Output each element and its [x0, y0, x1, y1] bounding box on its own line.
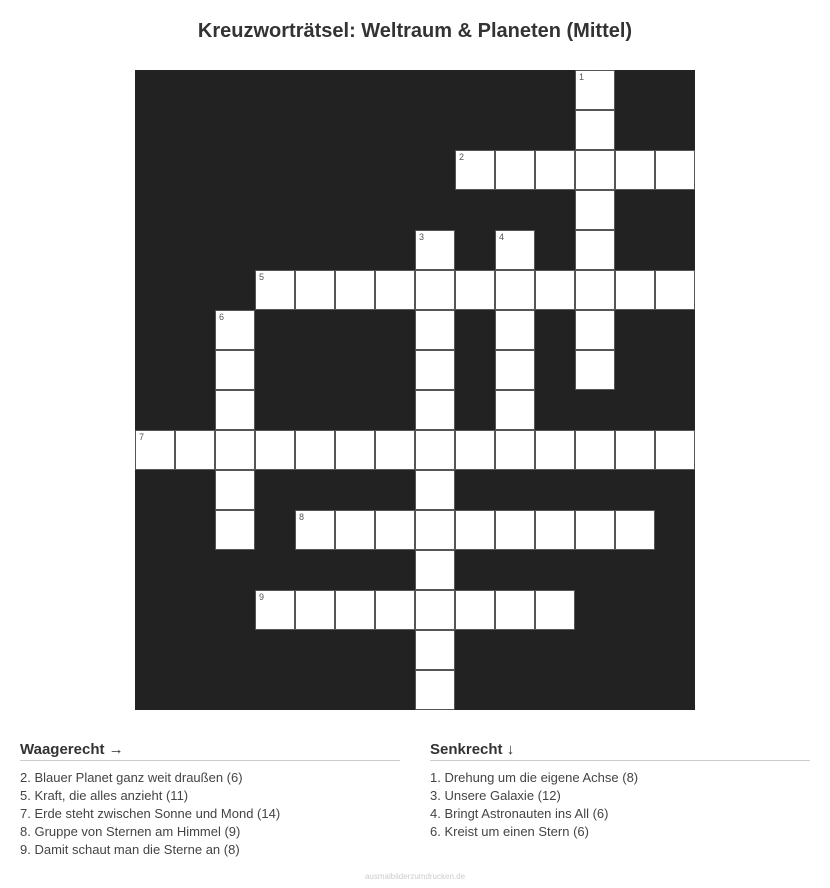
grid-cell[interactable]	[255, 270, 295, 310]
grid-cell[interactable]	[255, 430, 295, 470]
grid-cell[interactable]	[455, 510, 495, 550]
grid-cell[interactable]	[215, 510, 255, 550]
grid-cell[interactable]	[455, 430, 495, 470]
grid-cell[interactable]	[295, 590, 335, 630]
clue-number: 7	[139, 432, 145, 442]
grid-cell[interactable]	[455, 270, 495, 310]
grid-cell[interactable]	[575, 510, 615, 550]
clue-number: 1	[579, 72, 585, 82]
grid-cell[interactable]	[495, 150, 535, 190]
grid-cell[interactable]	[415, 390, 455, 430]
grid-cell[interactable]	[655, 270, 695, 310]
grid-cell[interactable]	[615, 510, 655, 550]
grid-cell[interactable]	[575, 70, 615, 110]
grid-cell[interactable]	[615, 430, 655, 470]
clue-across: 5. Kraft, die alles anzieht (11)	[20, 788, 189, 803]
grid-cell[interactable]	[495, 430, 535, 470]
grid-cell[interactable]	[495, 590, 535, 630]
down-clues	[430, 740, 810, 841]
grid-cell[interactable]	[575, 430, 615, 470]
grid-cell[interactable]	[535, 430, 575, 470]
clue-number: 3	[419, 232, 425, 242]
clue-across: 8. Gruppe von Sternen am Himmel (9)	[20, 824, 241, 839]
down-heading: Senkrecht ↓	[430, 740, 810, 761]
grid-cell[interactable]	[415, 670, 455, 710]
clue-number: 9	[259, 592, 265, 602]
grid-cell[interactable]	[335, 430, 375, 470]
grid-cell[interactable]	[415, 310, 455, 350]
across-clues	[20, 740, 400, 859]
grid-cell[interactable]	[495, 270, 535, 310]
grid-cell[interactable]	[495, 230, 535, 270]
across-heading: Waagerecht →	[20, 740, 400, 761]
grid-cell[interactable]	[215, 390, 255, 430]
grid-cell[interactable]	[495, 350, 535, 390]
clue-number: 2	[459, 152, 465, 162]
clue-number: 6	[219, 312, 225, 322]
grid-cell[interactable]	[495, 390, 535, 430]
grid-cell[interactable]	[375, 510, 415, 550]
grid-cell[interactable]	[215, 310, 255, 350]
grid-cell[interactable]	[575, 350, 615, 390]
clue-across: 9. Damit schaut man die Sterne an (8)	[20, 842, 240, 857]
grid-cell[interactable]	[495, 510, 535, 550]
grid-cell[interactable]	[455, 590, 495, 630]
grid-cell[interactable]	[375, 590, 415, 630]
grid-cell[interactable]	[415, 590, 455, 630]
grid-cell[interactable]	[415, 470, 455, 510]
grid-cell[interactable]	[495, 310, 535, 350]
crossword-grid	[135, 70, 695, 710]
grid-cell[interactable]	[175, 430, 215, 470]
grid-cell[interactable]	[215, 430, 255, 470]
footer-watermark: ausmalbilderzumdrucken.de	[364, 872, 466, 881]
grid-cell[interactable]	[415, 630, 455, 670]
grid-cell[interactable]	[575, 150, 615, 190]
clue-across: 2. Blauer Planet ganz weit draußen (6)	[20, 770, 243, 785]
clue-down: 4. Bringt Astronauten ins All (6)	[430, 806, 609, 821]
grid-cell[interactable]	[615, 270, 655, 310]
grid-cell[interactable]	[295, 430, 335, 470]
grid-cell[interactable]	[415, 430, 455, 470]
grid-cell[interactable]	[255, 590, 295, 630]
grid-cell[interactable]	[575, 310, 615, 350]
grid-cell[interactable]	[415, 270, 455, 310]
clue-down: 1. Drehung um die eigene Achse (8)	[430, 770, 639, 785]
grid-cell[interactable]	[655, 430, 695, 470]
grid-cell[interactable]	[295, 510, 335, 550]
grid-cell[interactable]	[335, 510, 375, 550]
grid-cell[interactable]	[615, 150, 655, 190]
grid-cell[interactable]	[575, 110, 615, 150]
down-clue-list	[430, 769, 810, 841]
grid-cell[interactable]	[335, 590, 375, 630]
clue-down: 3. Unsere Galaxie (12)	[430, 788, 561, 803]
clue-number: 4	[499, 232, 505, 242]
grid-cell[interactable]	[535, 590, 575, 630]
grid-cell[interactable]	[415, 550, 455, 590]
grid-cell[interactable]	[335, 270, 375, 310]
grid-cell[interactable]	[535, 150, 575, 190]
grid-cell[interactable]	[575, 230, 615, 270]
clue-number: 5	[259, 272, 265, 282]
grid-cell[interactable]	[535, 270, 575, 310]
grid-cell[interactable]	[575, 270, 615, 310]
grid-cell[interactable]	[215, 470, 255, 510]
grid-cell[interactable]	[415, 510, 455, 550]
grid-cell[interactable]	[415, 350, 455, 390]
grid-cell[interactable]	[215, 350, 255, 390]
clue-across: 7. Erde steht zwischen Sonne und Mond (14)	[20, 806, 281, 821]
page-title: Kreuzworträtsel: Weltraum & Planeten (Mittel)	[197, 20, 633, 42]
grid-cell[interactable]	[295, 270, 335, 310]
grid-cell[interactable]	[375, 430, 415, 470]
grid-cell[interactable]	[415, 230, 455, 270]
grid-cell[interactable]	[575, 190, 615, 230]
clue-down: 6. Kreist um einen Stern (6)	[430, 824, 589, 839]
clue-number: 8	[299, 512, 305, 522]
grid-cell[interactable]	[655, 150, 695, 190]
across-clue-list	[20, 769, 400, 859]
grid-cell[interactable]	[375, 270, 415, 310]
grid-cell[interactable]	[455, 150, 495, 190]
grid-cell[interactable]	[535, 510, 575, 550]
grid-cell[interactable]	[135, 430, 175, 470]
